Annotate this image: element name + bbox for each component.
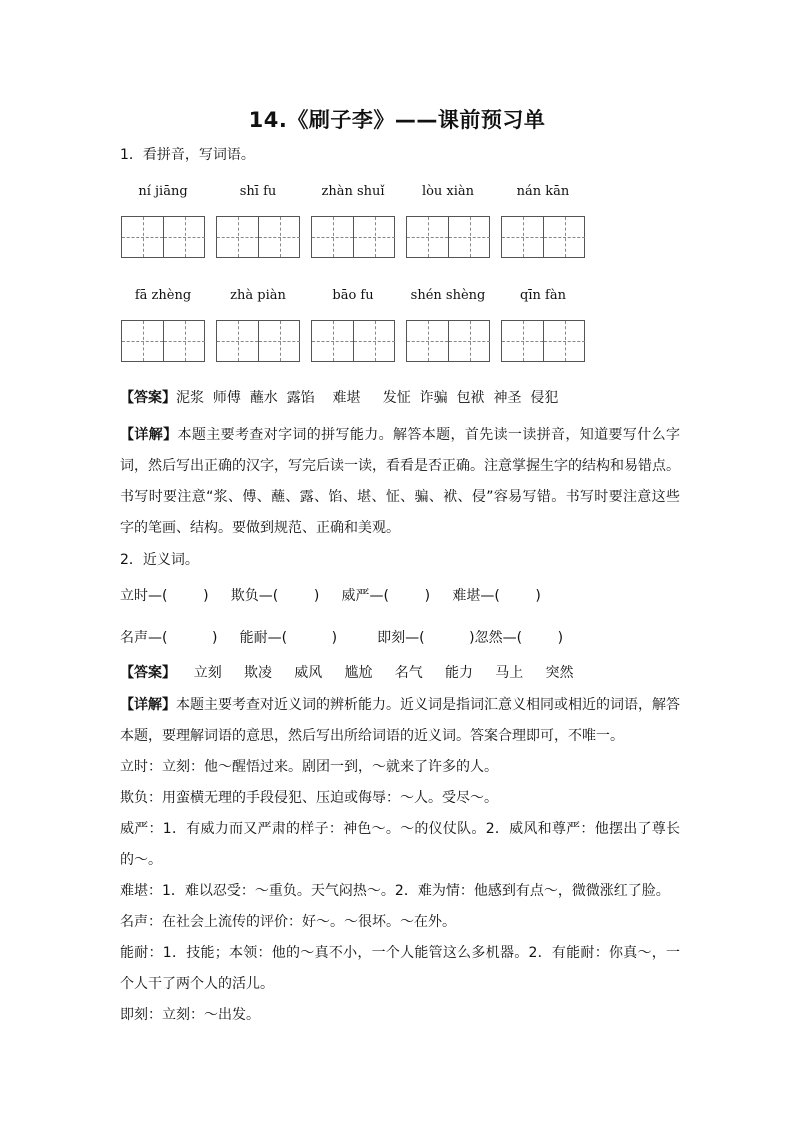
writing-grid[interactable]: [121, 320, 205, 362]
definition-item: 能耐：1．技能；本领：他的～真不小，一个人能管这么多机器。2．有能耐：你真～，一个人干了两个人的活儿。: [120, 945, 680, 992]
writing-grid[interactable]: [311, 320, 395, 362]
writing-grid[interactable]: [121, 216, 205, 258]
definition-item: 立时：立刻：他～醒悟过来。剧团一到，～就来了许多的人。: [120, 759, 498, 775]
pinyin-label: zhàn shuǐ: [321, 184, 385, 199]
definition-item: 名声：在社会上流传的评价：好～。～很坏。～在外。: [120, 914, 456, 930]
definition-item: 威严：1．有威力而又严肃的样子：神色～。～的仪仗队。2．威风和尊严：他摆出了尊长的～。: [120, 821, 680, 868]
writing-grid[interactable]: [406, 216, 490, 258]
q2-detail: [120, 690, 680, 752]
q2-answer: [120, 664, 574, 682]
pinyin-label: bāo fu: [332, 288, 374, 303]
q1-answer: [120, 389, 558, 407]
q2-prompt: 2．近义词。: [120, 552, 199, 568]
pinyin-label: lòu xiàn: [421, 184, 475, 199]
answer-tag: 【答案】: [120, 665, 176, 681]
definition-item: 即刻：立刻：～出发。: [120, 1007, 260, 1023]
writing-grid[interactable]: [216, 320, 300, 362]
q2-line2: 名声—( ) 能耐—( ) 即刻—( )忽然—( ): [120, 630, 564, 646]
writing-grid[interactable]: [311, 216, 395, 258]
detail-text: 本题主要考查对近义词的辨析能力。近义词是指词汇意义相同或相近的词语，解答本题，要理解词语的意思，然后写出所给词语的近义词。答案合理即可，不唯一。: [120, 697, 680, 744]
q1-prompt: 1．看拼音，写词语。: [120, 147, 255, 163]
pinyin-label: shī fu: [239, 184, 277, 199]
writing-grid[interactable]: [501, 320, 585, 362]
detail-text: 本题主要考查对字词的拼写能力。解答本题，首先读一读拼音，知道要写什么字词，然后写出正确的汉字，写完后读一读，看看是否正确。注意掌握生字的结构和易错点。书写时要注意“浆、傅、蘸、露、馅、堪、怔、骗、袱、侵”容易写错。书写时要注意这些字的笔画、结构。要做到规范、正确和美观。: [120, 427, 681, 536]
answer-tag: 【答案】: [120, 390, 176, 406]
page-title: 14.《刷子李》——课前预习单: [248, 108, 546, 132]
answer-text: 立刻 欺凌 威风 尴尬 名气 能力 马上 突然: [176, 665, 574, 681]
definition-item: 欺负：用蛮横无理的手段侵犯、压迫或侮辱：～人。受尽～。: [120, 790, 498, 806]
q2-line1: 立时—( ) 欺负—( ) 威严—( ) 难堪—( ): [120, 588, 541, 604]
pinyin-label: fā zhèng: [134, 288, 192, 303]
writing-grid[interactable]: [406, 320, 490, 362]
pinyin-label: nán kān: [516, 184, 570, 199]
writing-grid[interactable]: [501, 216, 585, 258]
pinyin-label: shén shèng: [410, 288, 486, 303]
pinyin-label: qīn fàn: [520, 288, 566, 303]
pinyin-label: ní jiāng: [138, 184, 188, 199]
detail-tag: 【详解】: [120, 427, 178, 443]
pinyin-label: zhà piàn: [230, 288, 286, 303]
q1-detail: [120, 420, 680, 544]
answer-text: 泥浆 师傅 蘸水 露馅 难堪 发怔 诈骗 包袱 神圣 侵犯: [176, 390, 559, 406]
writing-grid[interactable]: [216, 216, 300, 258]
detail-tag: 【详解】: [120, 697, 176, 713]
definition-item: 难堪：1．难以忍受：～重负。天气闷热～。2．难为情：他感到有点～，微微涨红了脸。: [120, 883, 670, 899]
definitions-list: [120, 752, 680, 1031]
